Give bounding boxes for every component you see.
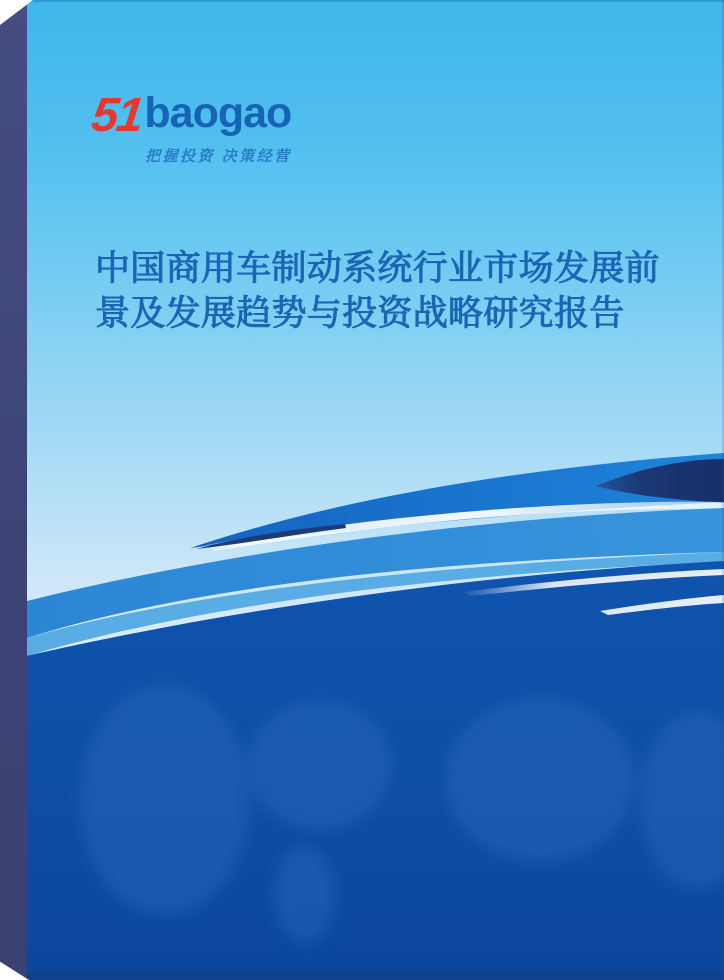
report-title bbox=[95, 246, 680, 336]
logo-name-text: baogao bbox=[144, 89, 292, 137]
wave-bright-ribbon bbox=[190, 453, 724, 548]
wave-light-sliver bbox=[27, 552, 724, 656]
world-map-texture bbox=[80, 685, 724, 943]
report-title-line2: 景及发展趋势与投资战略研究报告 bbox=[95, 294, 625, 333]
bottom-edge-strip bbox=[0, 972, 724, 980]
wave-mid-ribbon bbox=[27, 508, 724, 638]
report-title-line1: 中国商用车制动系统行业市场发展前 bbox=[95, 249, 660, 288]
spine-bar bbox=[0, 0, 27, 980]
logo-tagline: 把握投资 决策经营 bbox=[145, 148, 292, 165]
wave-dark-mass bbox=[0, 561, 724, 980]
wave-white-arc-2 bbox=[600, 595, 724, 615]
logo-51-mark: 51 bbox=[88, 89, 145, 142]
logo bbox=[88, 89, 292, 166]
wave-needle-tip bbox=[196, 524, 346, 549]
wave-white-arc-1 bbox=[462, 569, 724, 596]
wave-navy-crest bbox=[596, 459, 724, 503]
wave-white-streak bbox=[205, 502, 724, 551]
top-edge-line bbox=[0, 0, 724, 2]
